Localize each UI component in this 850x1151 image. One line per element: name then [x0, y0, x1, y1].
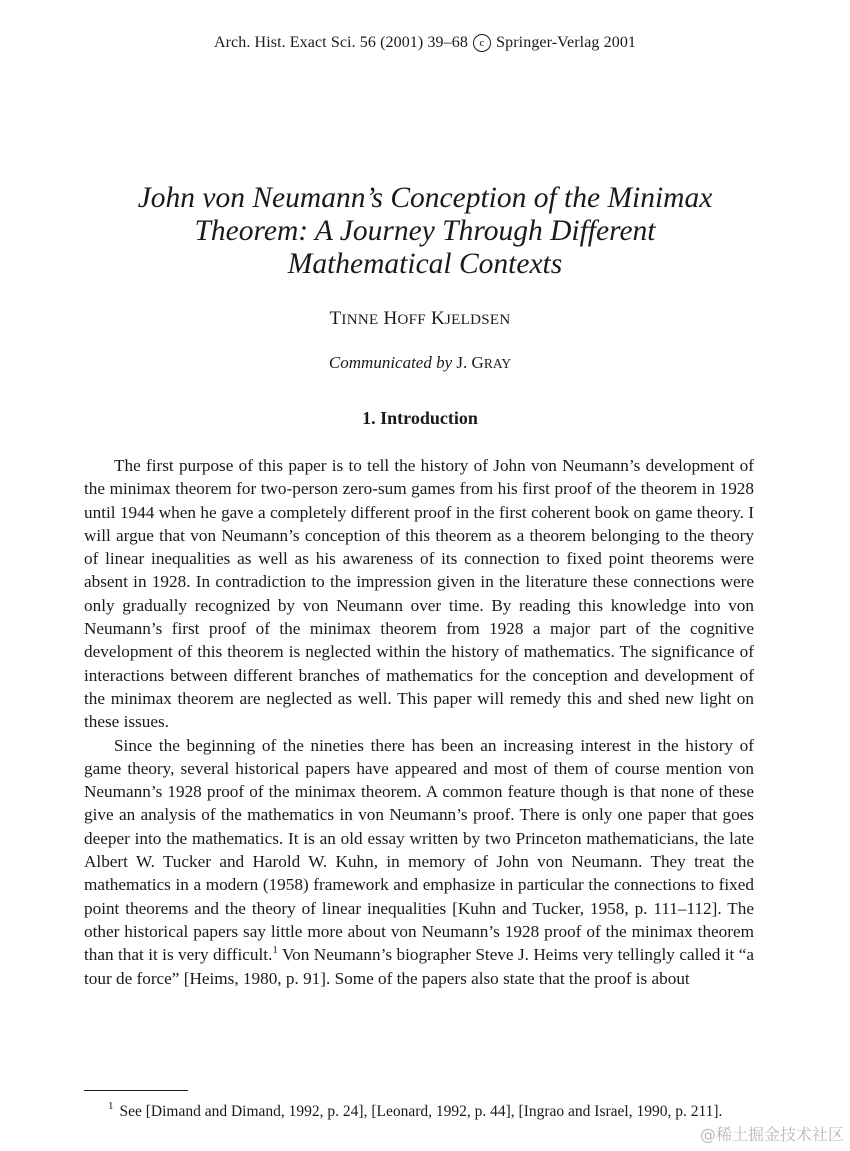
- author-small-caps: JELDSEN: [445, 312, 511, 328]
- section-heading: 1. Introduction: [362, 408, 478, 428]
- footnote-divider: [84, 1090, 188, 1091]
- footnote: $^1$ See [Dimand and Dimand, 1992, p. 24], [Leonard, 1992, p. 44], [Ingrao and Israel, 1990, p. 211].: [108, 1100, 723, 1120]
- title-line: Theorem: A Journey Through Different: [194, 215, 656, 247]
- author-initial: H: [383, 308, 398, 329]
- communicator-small-caps: RAY: [483, 356, 512, 371]
- article-title: [90, 182, 760, 281]
- communicator-initial: J. G: [456, 353, 484, 372]
- author-small-caps: INNE: [341, 312, 379, 328]
- watermark: @稀土掘金技术社区: [699, 1125, 844, 1144]
- author-small-caps: OFF: [397, 312, 426, 328]
- communicated-prefix: Communicated by: [328, 353, 453, 372]
- footnote-marker[interactable]: 1: [272, 944, 278, 957]
- journal-citation: Arch. Hist. Exact Sci. 56 (2001) 39–68: [213, 34, 468, 51]
- footnote-text: See [Dimand and Dimand, 1992, p. 24], [Leonard, 1992, p. 44], [Ingrao and Israel, 1990, p. 211].: [119, 1103, 723, 1120]
- paragraph: [84, 734, 754, 990]
- author-initial: K: [431, 308, 446, 329]
- author-name: [0, 308, 840, 330]
- title-line: John von Neumann’s Conception of the Minimax: [137, 182, 713, 214]
- copyright-icon: c: [473, 34, 491, 52]
- communicated-by: [0, 353, 840, 373]
- paragraph-text: Since the beginning of the nineties there has been an increasing interest in the history of game theory, several historical papers have appeared and most of them of course mention von Neumann’s 1928 proof of the minimax theorem. A common feature though is that none of these give an analysis of the mathematics in von Neumann’s proof. There is only one paper that goes deeper into the mathematics. It is an old essay written by two Princeton mathematicians, the late Albert W. Tucker and Harold W. Kuhn, in memory of John von Neumann. They treat the mathematics in a modern (1958) framework and emphasize in particular the connections to fixed point theorems and the theory of linear inequalities [Kuhn and Tucker, 1958, p. 111–112]. The other historical papers say little more about von Neumann’s 1928 proof of the minimax theorem than that it is very difficult.: [84, 735, 754, 965]
- title-line: Mathematical Contexts: [287, 248, 563, 280]
- paragraph-text: Von Neumann’s biographer Steve J. Heims very tellingly called it “a tour de force” [Heims, 1980, p. 91]. Some of the papers also state that the proof is about: [84, 945, 754, 988]
- running-head: [0, 34, 850, 52]
- body-text: [84, 454, 754, 990]
- publisher: Springer-Verlag 2001: [496, 34, 637, 51]
- author-initial: T: [329, 308, 342, 329]
- paragraph: The first purpose of this paper is to tell the history of John von Neumann’s development of the minimax theorem for two-person zero-sum games from his first proof of the theorem in 1928 until 1944 when he gave a completely different proof in the first coherent book on game theory. I will argue that von Neumann’s conception of this theorem as a theorem belonging to the theory of linear inequalities as well as his awareness of its connection to fixed point theorems were absent in 1928. In contradiction to the impression given in the literature these connections were only gradually recognized by von Neumann over time. By reading this knowledge into von Neumann’s first proof of the minimax theorem from 1928 a major part of the cognitive development of this theorem is neglected within the history of mathematics. The significance of interactions between different branches of mathematics for the conception and development of the minimax theorem are neglected as well. This paper will remedy this and shed new light on these issues.: [84, 456, 754, 732]
